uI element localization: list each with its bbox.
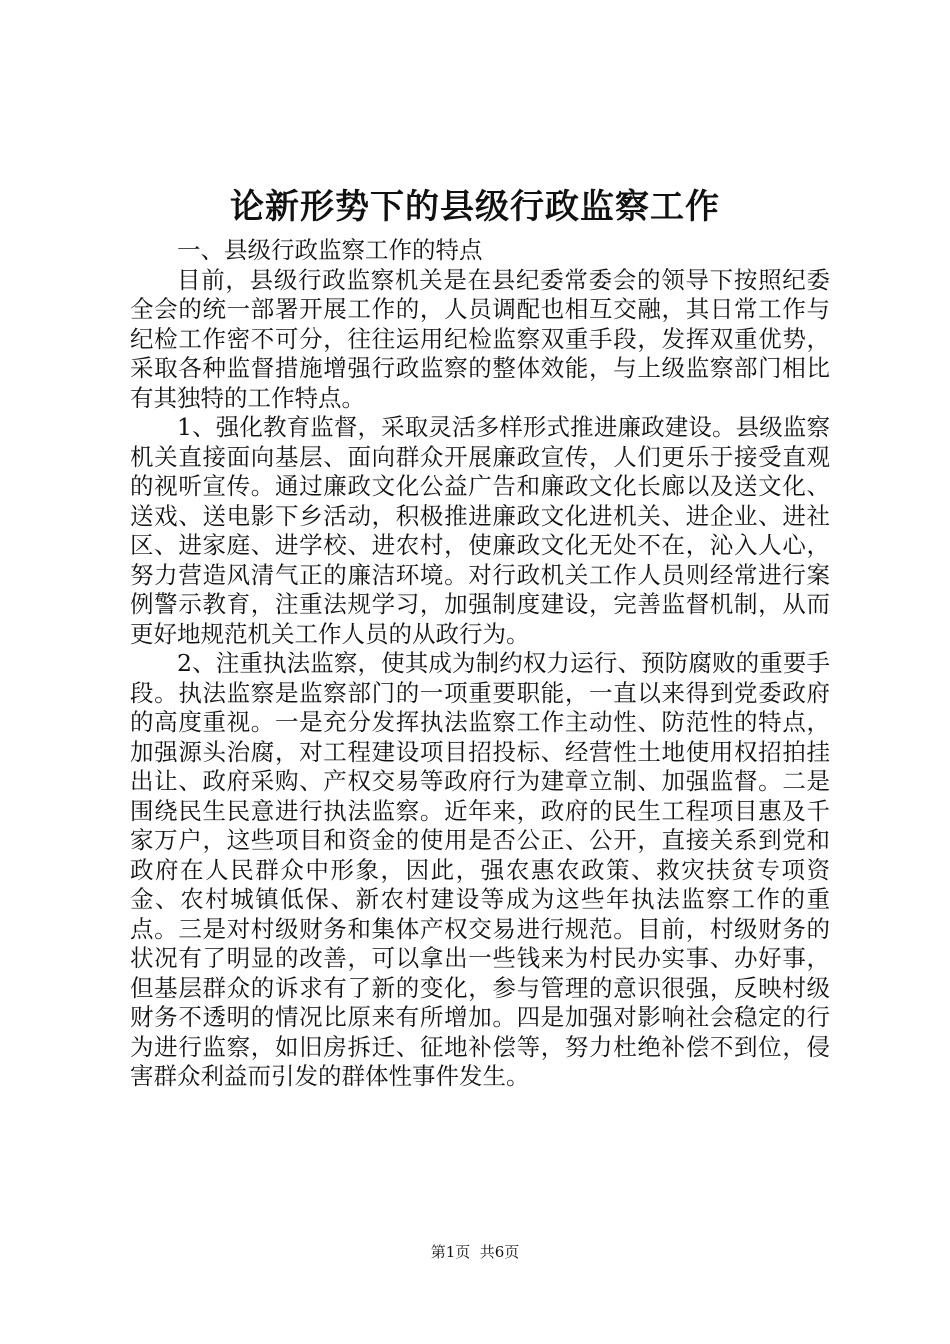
document-body — [130, 236, 830, 1092]
section-heading: 一、县级行政监察工作的特点 — [177, 236, 483, 264]
paragraph: 1、强化教育监督，采取灵活多样形式推进廉政建设。县级监察机关直接面向基层、面向群众开展廉政宣传，人们更乐于接受直观的视听宣传。通过廉政文化公益广告和廉政文化长廊以及送文化、送戏、送电影下乡活动，积极推进廉政文化进机关、进企业、进社区、进家庭、进学校、进农村，使廉政文化无处不在，沁入人心，努力营造风清气正的廉洁环境。对行政机关工作人员则经常进行案例警示教育，注重法规学习，加强制度建设，完善监督机制，从而更好地规范机关工作人员的从政行为。 — [130, 413, 830, 648]
page-number: 第1页 共6页 — [430, 1243, 520, 1261]
paragraph: 目前，县级行政监察机关是在县纪委常委会的领导下按照纪委全会的统一部署开展工作的，人员调配也相互交融，其日常工作与纪检工作密不可分，往往运用纪检监察双重手段，发挥双重优势，采取各种监督措施增强行政监察的整体效能，与上级监察部门相比有其独特的工作特点。 — [130, 265, 830, 412]
page-footer — [0, 1242, 950, 1262]
paragraph: 2、注重执法监察，使其成为制约权力运行、预防腐败的重要手段。执法监察是监察部门的一项重要职能，一直以来得到党委政府的高度重视。一是充分发挥执法监察工作主动性、防范性的特点，加强源头治腐，对工程建设项目招投标、经营性土地使用权招拍挂出让、政府采购、产权交易等政府行为建章立制、加强监督。二是围绕民生民意进行执法监察。近年来，政府的民生工程项目惠及千家万户，这些项目和资金的使用是否公正、公开，直接关系到党和政府在人民群众中形象，因此，强农惠农政策、救灾扶贫专项资金、农村城镇低保、新农村建设等成为这些年执法监察工作的重点。三是对村级财务和集体产权交易进行规范。目前，村级财务的状况有了明显的改善，可以拿出一些钱来为村民办实事、办好事，但基层群众的诉求有了新的变化，参与管理的意识很强，反映村级财务不透明的情况比原来有所增加。四是加强对影响社会稳定的行为进行监察，如旧房拆迁、征地补偿等，努力杜绝补偿不到位，侵害群众利益而引发的群体性事件发生。 — [130, 649, 830, 1090]
document-title: 论新形势下的县级行政监察工作 — [230, 187, 720, 227]
